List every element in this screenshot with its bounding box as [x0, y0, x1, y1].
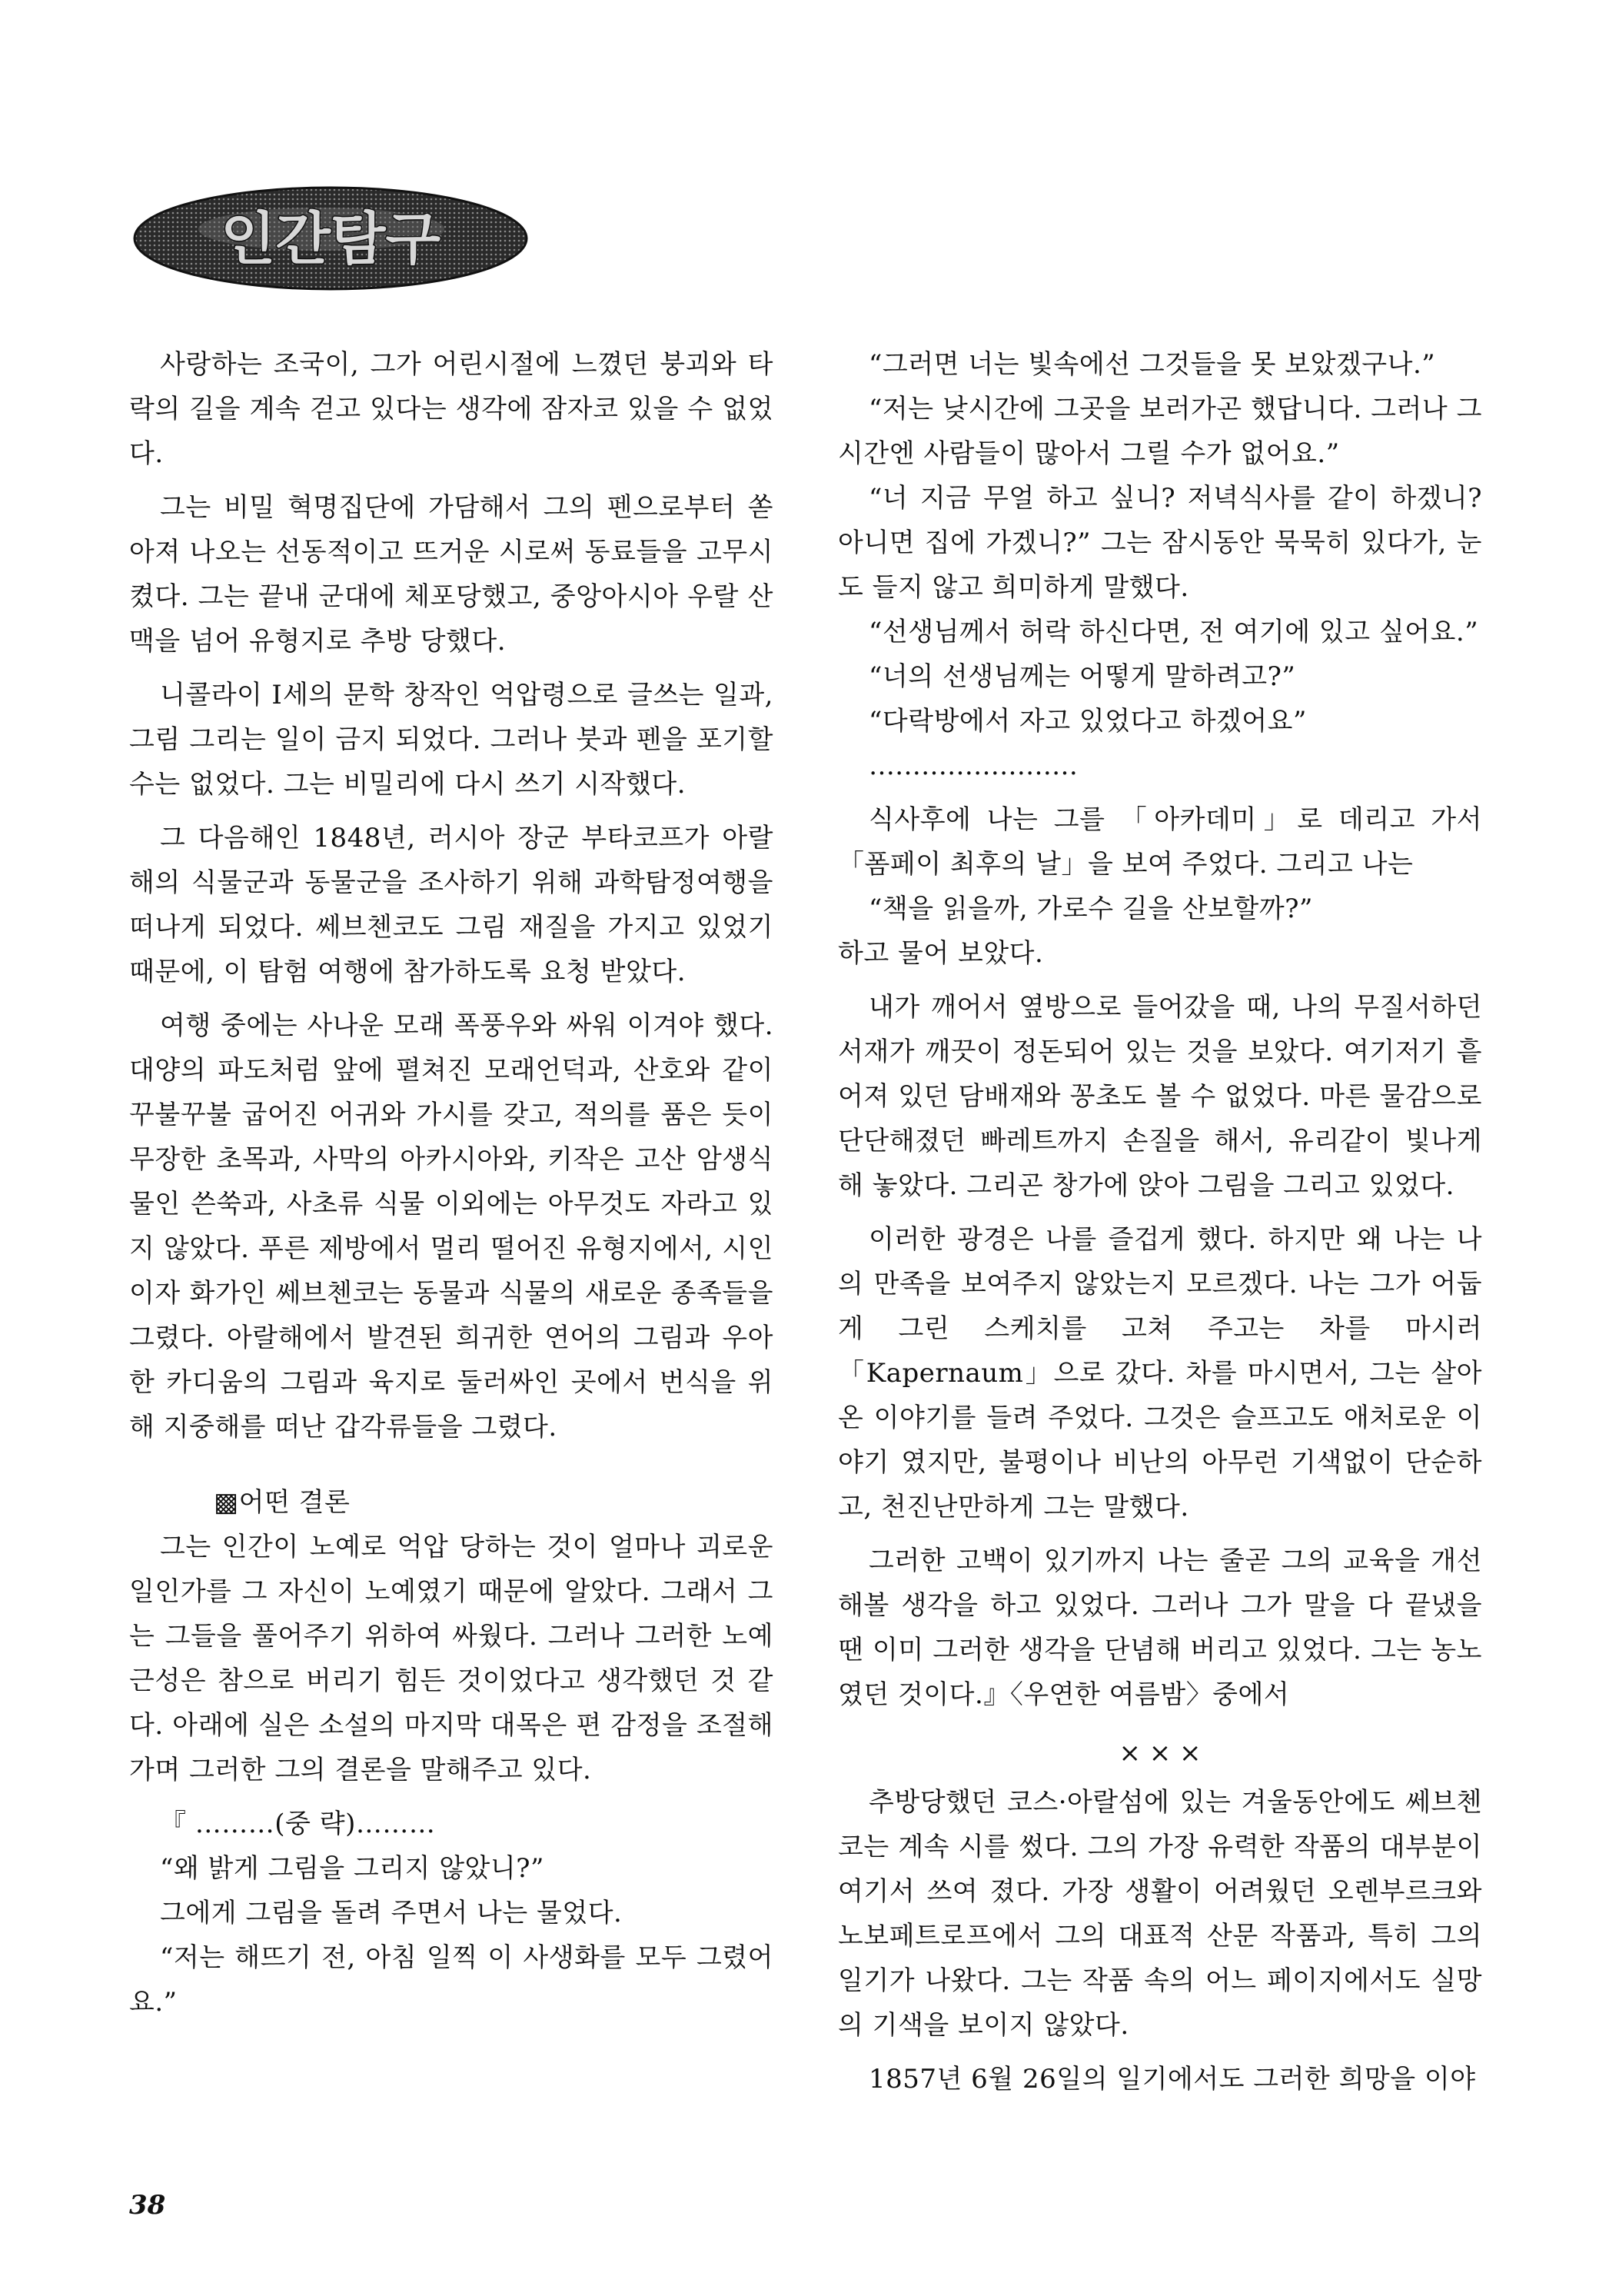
paragraph: 『 ………(중 략)………: [160, 1809, 436, 1839]
paragraph: 그 다음해인 1848년, 러시아 장군 부타코프가 아랄해의 식물군과 동물군을 조사하기 위해 과학탐정여행을 떠나게 되었다. 쎄브첸코도 그림 재질을 가지고 있었기 때문에, 이 탐험 여행에 참가하도록 요청 받았다.: [129, 823, 773, 987]
paragraph: “너의 선생님께는 어떻게 말하려고?”: [869, 661, 1296, 692]
left-column: [129, 342, 773, 2025]
title-badge-graphic: [129, 178, 529, 294]
section-bullet-icon: ▩: [214, 1487, 239, 1518]
paragraph: “선생님께서 허락 하신다면, 전 여기에 있고 싶어요.”: [869, 617, 1479, 647]
ellipsis-line: ……………………: [869, 750, 1078, 781]
paragraph: 1857년 6월 26일의 일기에서도 그러한 희망을 이야: [869, 2064, 1476, 2095]
paragraph: 이러한 광경은 나를 즐겁게 했다. 하지만 왜 나는 나의 만족을 보여주지 않았는지 모르겠다. 나는 그가 어둡게 그린 스케치를 고쳐 주고는 차를 마시러 「Kapernaum」으로 갔다. 차를 마시면서, 그는 살아온 이야기를 들려 주었다. 그것은 슬프고도 애처로운 이야기 였지만, 불평이나 비난의 아무런 기색없이 단순하고, 천진난만하게 그는 말했다.: [838, 1224, 1482, 1522]
paragraph: 하고 물어 보았다.: [838, 938, 1044, 969]
paragraph: 추방당했던 코스·아랄섬에 있는 겨울동안에도 쎄브첸코는 계속 시를 썼다. 그의 가장 유력한 작품의 대부분이 여기서 쓰여 졌다. 가장 생활이 어려웠던 오렌부르크와 노보페트로프에서 그의 대표적 산문 작품과, 특히 그의 일기가 나왔다. 그는 작품 속의 어느 페이지에서도 실망의 기색을 보이지 않았다.: [838, 1787, 1482, 2041]
paragraph: “그러면 너는 빛속에선 그것들을 못 보았겠구나.”: [869, 349, 1436, 380]
section-heading-text: 어떤 결론: [238, 1487, 351, 1518]
paragraph: “저는 해뜨기 전, 아침 일찍 이 사생화를 모두 그렸어요.”: [129, 1942, 773, 2018]
page-title: 인간탐구: [221, 206, 440, 272]
section-title-badge: [129, 178, 529, 294]
section-separator: × × ×: [1119, 1738, 1202, 1769]
paragraph: 그는 비밀 혁명집단에 가담해서 그의 펜으로부터 쏟아져 나오는 선동적이고 뜨거운 시로써 동료들을 고무시켰다. 그는 끝내 군대에 체포당했고, 중앙아시아 우랄 산맥을 넘어 유형지로 추방 당했다.: [129, 492, 773, 657]
paragraph: 내가 깨어서 옆방으로 들어갔을 때, 나의 무질서하던 서재가 깨끗이 정돈되어 있는 것을 보았다. 여기저기 흩어져 있던 담배재와 꽁초도 볼 수 없었다. 마른 물감으로 단단해졌던 빠레트까지 손질을 해서, 유리같이 빛나게 해 놓았다. 그리곤 창가에 앉아 그림을 그리고 있었다.: [838, 992, 1482, 1201]
paragraph: 사랑하는 조국이, 그가 어린시절에 느꼈던 붕괴와 타락의 길을 계속 걷고 있다는 생각에 잠자코 있을 수 없었다.: [129, 349, 773, 469]
paragraph: 식사후에 나는 그를 「아카데미」로 데리고 가서 「폼페이 최후의 날」을 보여 주었다. 그리고 나는: [838, 804, 1482, 880]
paragraph: “왜 밝게 그림을 그리지 않았니?”: [160, 1853, 544, 1884]
page-number: 38: [129, 2190, 166, 2221]
paragraph: “저는 낮시간에 그곳을 보러가곤 했답니다. 그러나 그 시간엔 사람들이 많아서 그릴 수가 없어요.”: [838, 394, 1482, 469]
paragraph: “너 지금 무얼 하고 싶니? 저녁식사를 같이 하겠니? 아니면 집에 가겠니?” 그는 잠시동안 묵묵히 있다가, 눈도 들지 않고 희미하게 말했다.: [838, 483, 1482, 603]
paragraph: “다락방에서 자고 있었다고 하겠어요”: [869, 706, 1307, 737]
paragraph: 그러한 고백이 있기까지 나는 줄곧 그의 교육을 개선해볼 생각을 하고 있었다. 그러나 그가 말을 다 끝냈을 땐 이미 그러한 생각을 단념해 버리고 있었다. 그는 농노였던 것이다.』〈우연한 여름밤〉중에서: [838, 1546, 1482, 1710]
paragraph: 그는 인간이 노예로 억압 당하는 것이 얼마나 괴로운 일인가를 그 자신이 노예였기 때문에 알았다. 그래서 그는 그들을 풀어주기 위하여 싸웠다. 그러나 그러한 노예 근성은 참으로 버리기 힘든 것이었다고 생각했던 것 같다. 아래에 실은 소설의 마지막 대목은 편 감정을 조절해가며 그러한 그의 결론을 말해주고 있다.: [129, 1532, 773, 1785]
right-column: [838, 342, 1482, 2101]
paragraph: 니콜라이 Ⅰ세의 문학 창작인 억압령으로 글쓰는 일과, 그림 그리는 일이 금지 되었다. 그러나 붓과 펜을 포기할 수는 없었다. 그는 비밀리에 다시 쓰기 시작했다.: [129, 680, 773, 800]
paragraph: 여행 중에는 사나운 모래 폭풍우와 싸워 이겨야 했다. 대양의 파도처럼 앞에 펼쳐진 모래언덕과, 산호와 같이 꾸불꾸불 굽어진 어귀와 가시를 갖고, 적의를 품은 듯이 무장한 초목과, 사막의 아카시아와, 키작은 고산 암생식물인 쓴쑥과, 사초류 식물 이외에는 아무것도 자라고 있지 않았다. 푸른 제방에서 멀리 떨어진 유형지에서, 시인이자 화가인 쎄브첸코는 동물과 식물의 새로운 종족들을 그렸다. 아랄해에서 발견된 희귀한 연어의 그림과 우아한 카디움의 그림과 육지로 둘러싸인 곳에서 번식을 위해 지중해를 떠난 갑각류들을 그렸다.: [129, 1010, 773, 1442]
paragraph: “책을 읽을까, 가로수 길을 산보할까?”: [869, 893, 1313, 924]
section-heading: [129, 1480, 773, 1525]
paragraph: 그에게 그림을 돌려 주면서 나는 물었다.: [160, 1898, 623, 1928]
